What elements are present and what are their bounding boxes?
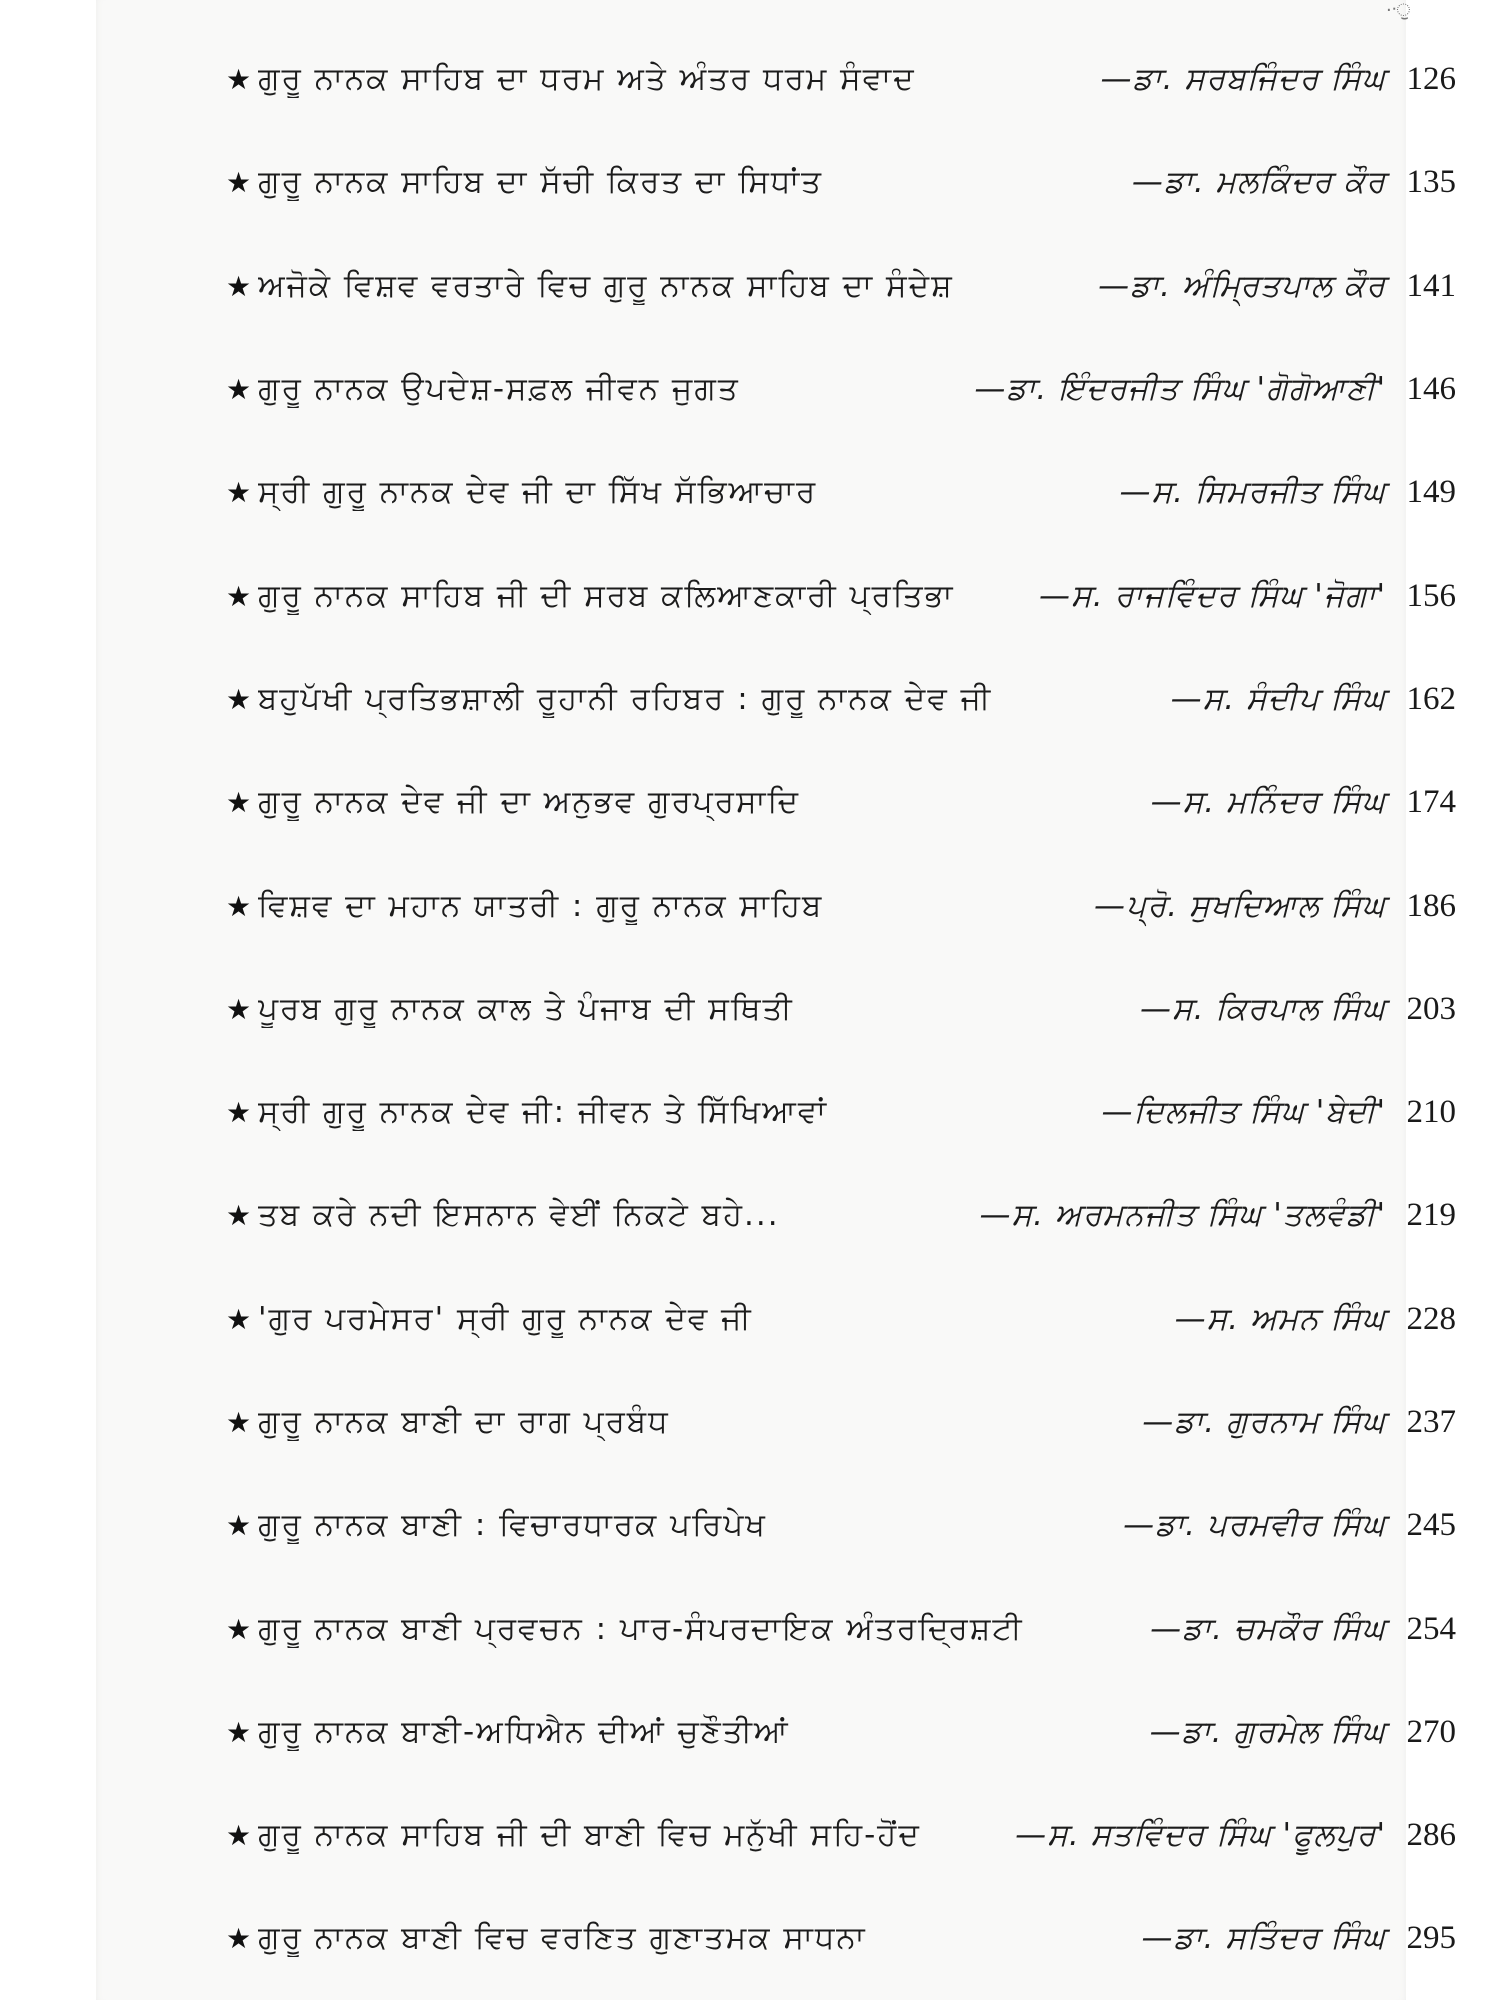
entry-page-number: 286 (1406, 1817, 1456, 1854)
entry-title: ਗੁਰੂ ਨਾਨਕ ਸਾਹਿਬ ਦਾ ਸੱਚੀ ਕਿਰਤ ਦਾ ਸਿਧਾਂਤ (258, 164, 824, 201)
entry-page-number: 245 (1406, 1507, 1456, 1544)
entry-author: —ਸ. ਅਮਨ ਸਿੰਘ (1174, 1300, 1386, 1337)
entry-author: —ਡਾ. ਅੰਮ੍ਰਿਤਪਾਲ ਕੌਰ (1098, 267, 1386, 304)
entry-title: ਗੁਰੂ ਨਾਨਕ ਬਾਣੀ ਵਿਚ ਵਰਣਿਤ ਗੁਣਾਤਮਕ ਸਾਧਨਾ (258, 1920, 867, 1957)
entry-title: ਗੁਰੂ ਨਾਨਕ ਬਾਣੀ ਪ੍ਰਵਚਨ : ਪਾਰ-ਸੰਪਰਦਾਇਕ ਅੰਤਰਦ੍ਰਿਸ਼ਟੀ (258, 1610, 1024, 1647)
toc-entry (226, 544, 1456, 647)
star-bullet-icon: ★ (226, 682, 252, 716)
entry-page-number: 237 (1406, 1404, 1456, 1440)
star-bullet-icon: ★ (226, 476, 252, 510)
toc-entry (226, 235, 1456, 338)
toc-entry (226, 441, 1456, 544)
entry-author: —ਡਾ. ਸਤਿੰਦਰ ਸਿੰਘ (1141, 1920, 1386, 1957)
toc-entry (226, 1371, 1456, 1474)
table-of-contents (226, 28, 1456, 1991)
entry-title: 'ਗੁਰ ਪਰਮੇਸਰ' ਸ੍ਰੀ ਗੁਰੂ ਨਾਨਕ ਦੇਵ ਜੀ (258, 1300, 753, 1337)
entry-author: —ਡਾ. ਸਰਬਜਿੰਦਰ ਸਿੰਘ (1100, 61, 1386, 98)
entry-page-number: 135 (1406, 164, 1456, 201)
star-bullet-icon: ★ (226, 889, 252, 923)
entry-title: ਗੁਰੂ ਨਾਨਕ ਬਾਣੀ ਦਾ ਰਾਗ ਪ੍ਰਬੰਧ (258, 1404, 670, 1440)
entry-author: —ਡਾ. ਮਲਕਿੰਦਰ ਕੌਰ (1131, 164, 1386, 201)
toc-entry (226, 338, 1456, 441)
star-bullet-icon: ★ (226, 269, 252, 303)
toc-entry (226, 1577, 1456, 1680)
entry-author: —ਡਾ. ਗੁਰਮੇਲ ਸਿੰਘ (1149, 1713, 1386, 1750)
entry-page-number: 156 (1406, 577, 1456, 614)
entry-title: ਅਜੋਕੇ ਵਿਸ਼ਵ ਵਰਤਾਰੇ ਵਿਚ ਗੁਰੂ ਨਾਨਕ ਸਾਹਿਬ ਦਾ ਸੰਦੇਸ਼ (258, 267, 954, 304)
entry-page-number: 174 (1406, 784, 1456, 821)
entry-page-number: 186 (1406, 887, 1456, 924)
page-corner-mark: ··ੁ (1386, 0, 1411, 21)
entry-author: —ਡਾ. ਗੁਰਨਾਮ ਸਿੰਘ (1142, 1404, 1386, 1440)
star-bullet-icon: ★ (226, 373, 252, 407)
entry-title: ਗੁਰੂ ਨਾਨਕ ਬਾਣੀ-ਅਧਿਐਨ ਦੀਆਂ ਚੁਣੌਤੀਆਂ (258, 1713, 790, 1750)
entry-author: —ਪ੍ਰੋ. ਸੁਖਦਿਆਲ ਸਿੰਘ (1094, 887, 1386, 924)
star-bullet-icon: ★ (226, 1406, 252, 1439)
toc-entry (226, 751, 1456, 854)
star-bullet-icon: ★ (226, 63, 252, 97)
entry-title: ਤਬ ਕਰੇ ਨਦੀ ਇਸਨਾਨ ਵੇਈਂ ਨਿਕਟੇ ਬਹੇ... (258, 1197, 780, 1234)
toc-entry (226, 1061, 1456, 1164)
entry-author: —ਸ. ਕਿਰਪਾਲ ਸਿੰਘ (1139, 990, 1386, 1027)
entry-author: —ਡਾ. ਪਰਮਵੀਰ ਸਿੰਘ (1123, 1507, 1386, 1544)
toc-entry (226, 648, 1456, 751)
star-bullet-icon: ★ (226, 786, 252, 820)
entry-author: —ਸ. ਸਤਵਿੰਦਰ ਸਿੰਘ 'ਫੂਲਪੁਰ' (1015, 1817, 1386, 1854)
entry-title: ਗੁਰੂ ਨਾਨਕ ਸਾਹਿਬ ਜੀ ਦੀ ਸਰਬ ਕਲਿਆਣਕਾਰੀ ਪ੍ਰਤਿਭਾ (258, 577, 955, 614)
entry-title: ਗੁਰੂ ਨਾਨਕ ਸਾਹਿਬ ਜੀ ਦੀ ਬਾਣੀ ਵਿਚ ਮਨੁੱਖੀ ਸਹਿ-ਹੋਂਦ (258, 1817, 921, 1854)
entry-page-number: 141 (1406, 267, 1456, 304)
book-page (96, 0, 1456, 2000)
star-bullet-icon: ★ (226, 1612, 252, 1646)
star-bullet-icon: ★ (226, 1509, 252, 1543)
star-bullet-icon: ★ (226, 1819, 252, 1853)
entry-title: ਸ੍ਰੀ ਗੁਰੂ ਨਾਨਕ ਦੇਵ ਜੀ: ਜੀਵਨ ਤੇ ਸਿੱਖਿਆਵਾਂ (258, 1094, 829, 1131)
toc-entry (226, 131, 1456, 234)
toc-entry (226, 958, 1456, 1061)
entry-page-number: 270 (1406, 1713, 1456, 1750)
star-bullet-icon: ★ (226, 992, 252, 1026)
star-bullet-icon: ★ (226, 1922, 252, 1956)
entry-page-number: 219 (1406, 1197, 1456, 1234)
entry-page-number: 203 (1406, 990, 1456, 1027)
entry-page-number: 295 (1406, 1920, 1456, 1957)
entry-title: ਬਹੁਪੱਖੀ ਪ੍ਰਤਿਭਸ਼ਾਲੀ ਰੂਹਾਨੀ ਰਹਿਬਰ : ਗੁਰੂ ਨਾਨਕ ਦੇਵ ਜੀ (258, 680, 993, 717)
entry-author: —ਸ. ਮਨਿੰਦਰ ਸਿੰਘ (1150, 784, 1386, 821)
star-bullet-icon: ★ (226, 1302, 252, 1336)
entry-author: —ਡਾ. ਇੰਦਰਜੀਤ ਸਿੰਘ 'ਗੋਗੋਆਣੀ' (974, 371, 1386, 408)
entry-page-number: 126 (1406, 61, 1456, 98)
star-bullet-icon: ★ (226, 1096, 252, 1130)
toc-entry (226, 854, 1456, 957)
entry-title: ਪੂਰਬ ਗੁਰੂ ਨਾਨਕ ਕਾਲ ਤੇ ਪੰਜਾਬ ਦੀ ਸਥਿਤੀ (258, 990, 794, 1027)
star-bullet-icon: ★ (226, 1715, 252, 1749)
entry-page-number: 162 (1406, 680, 1456, 717)
entry-title: ਵਿਸ਼ਵ ਦਾ ਮਹਾਨ ਯਾਤਰੀ : ਗੁਰੂ ਨਾਨਕ ਸਾਹਿਬ (258, 887, 824, 924)
entry-page-number: 254 (1406, 1610, 1456, 1647)
entry-page-number: 210 (1406, 1094, 1456, 1131)
entry-title: ਸ੍ਰੀ ਗੁਰੂ ਨਾਨਕ ਦੇਵ ਜੀ ਦਾ ਸਿੱਖ ਸੱਭਿਆਚਾਰ (258, 474, 818, 511)
entry-author: —ਦਿਲਜੀਤ ਸਿੰਘ 'ਬੇਦੀ' (1101, 1094, 1386, 1131)
toc-entry (226, 1887, 1456, 1990)
entry-title: ਗੁਰੂ ਨਾਨਕ ਉਪਦੇਸ਼-ਸਫ਼ਲ ਜੀਵਨ ਜੁਗਤ (258, 371, 740, 408)
entry-title: ਗੁਰੂ ਨਾਨਕ ਸਾਹਿਬ ਦਾ ਧਰਮ ਅਤੇ ਅੰਤਰ ਧਰਮ ਸੰਵਾਦ (258, 61, 916, 98)
star-bullet-icon: ★ (226, 1199, 252, 1233)
toc-entry (226, 1681, 1456, 1784)
toc-entry (226, 1268, 1456, 1371)
star-bullet-icon: ★ (226, 166, 252, 200)
entry-title: ਗੁਰੂ ਨਾਨਕ ਬਾਣੀ : ਵਿਚਾਰਧਾਰਕ ਪਰਿਪੇਖ (258, 1507, 767, 1544)
toc-entry (226, 28, 1456, 131)
entry-author: —ਸ. ਅਰਮਨਜੀਤ ਸਿੰਘ 'ਤਲਵੰਡੀ' (979, 1197, 1386, 1234)
entry-page-number: 149 (1406, 474, 1456, 511)
entry-page-number: 146 (1406, 371, 1456, 408)
entry-author: —ਸ. ਸਿਮਰਜੀਤ ਸਿੰਘ (1119, 474, 1386, 511)
entry-author: —ਸ. ਰਾਜਵਿੰਦਰ ਸਿੰਘ 'ਜੋਗਾ' (1039, 577, 1386, 614)
star-bullet-icon: ★ (226, 579, 252, 613)
toc-entry (226, 1474, 1456, 1577)
entry-author: —ਸ. ਸੰਦੀਪ ਸਿੰਘ (1170, 680, 1386, 717)
entry-page-number: 228 (1406, 1300, 1456, 1337)
entry-title: ਗੁਰੂ ਨਾਨਕ ਦੇਵ ਜੀ ਦਾ ਅਨੁਭਵ ਗੁਰਪ੍ਰਸਾਦਿ (258, 784, 801, 821)
toc-entry (226, 1784, 1456, 1887)
toc-entry (226, 1164, 1456, 1267)
entry-author: —ਡਾ. ਚਮਕੌਰ ਸਿੰਘ (1150, 1610, 1386, 1647)
